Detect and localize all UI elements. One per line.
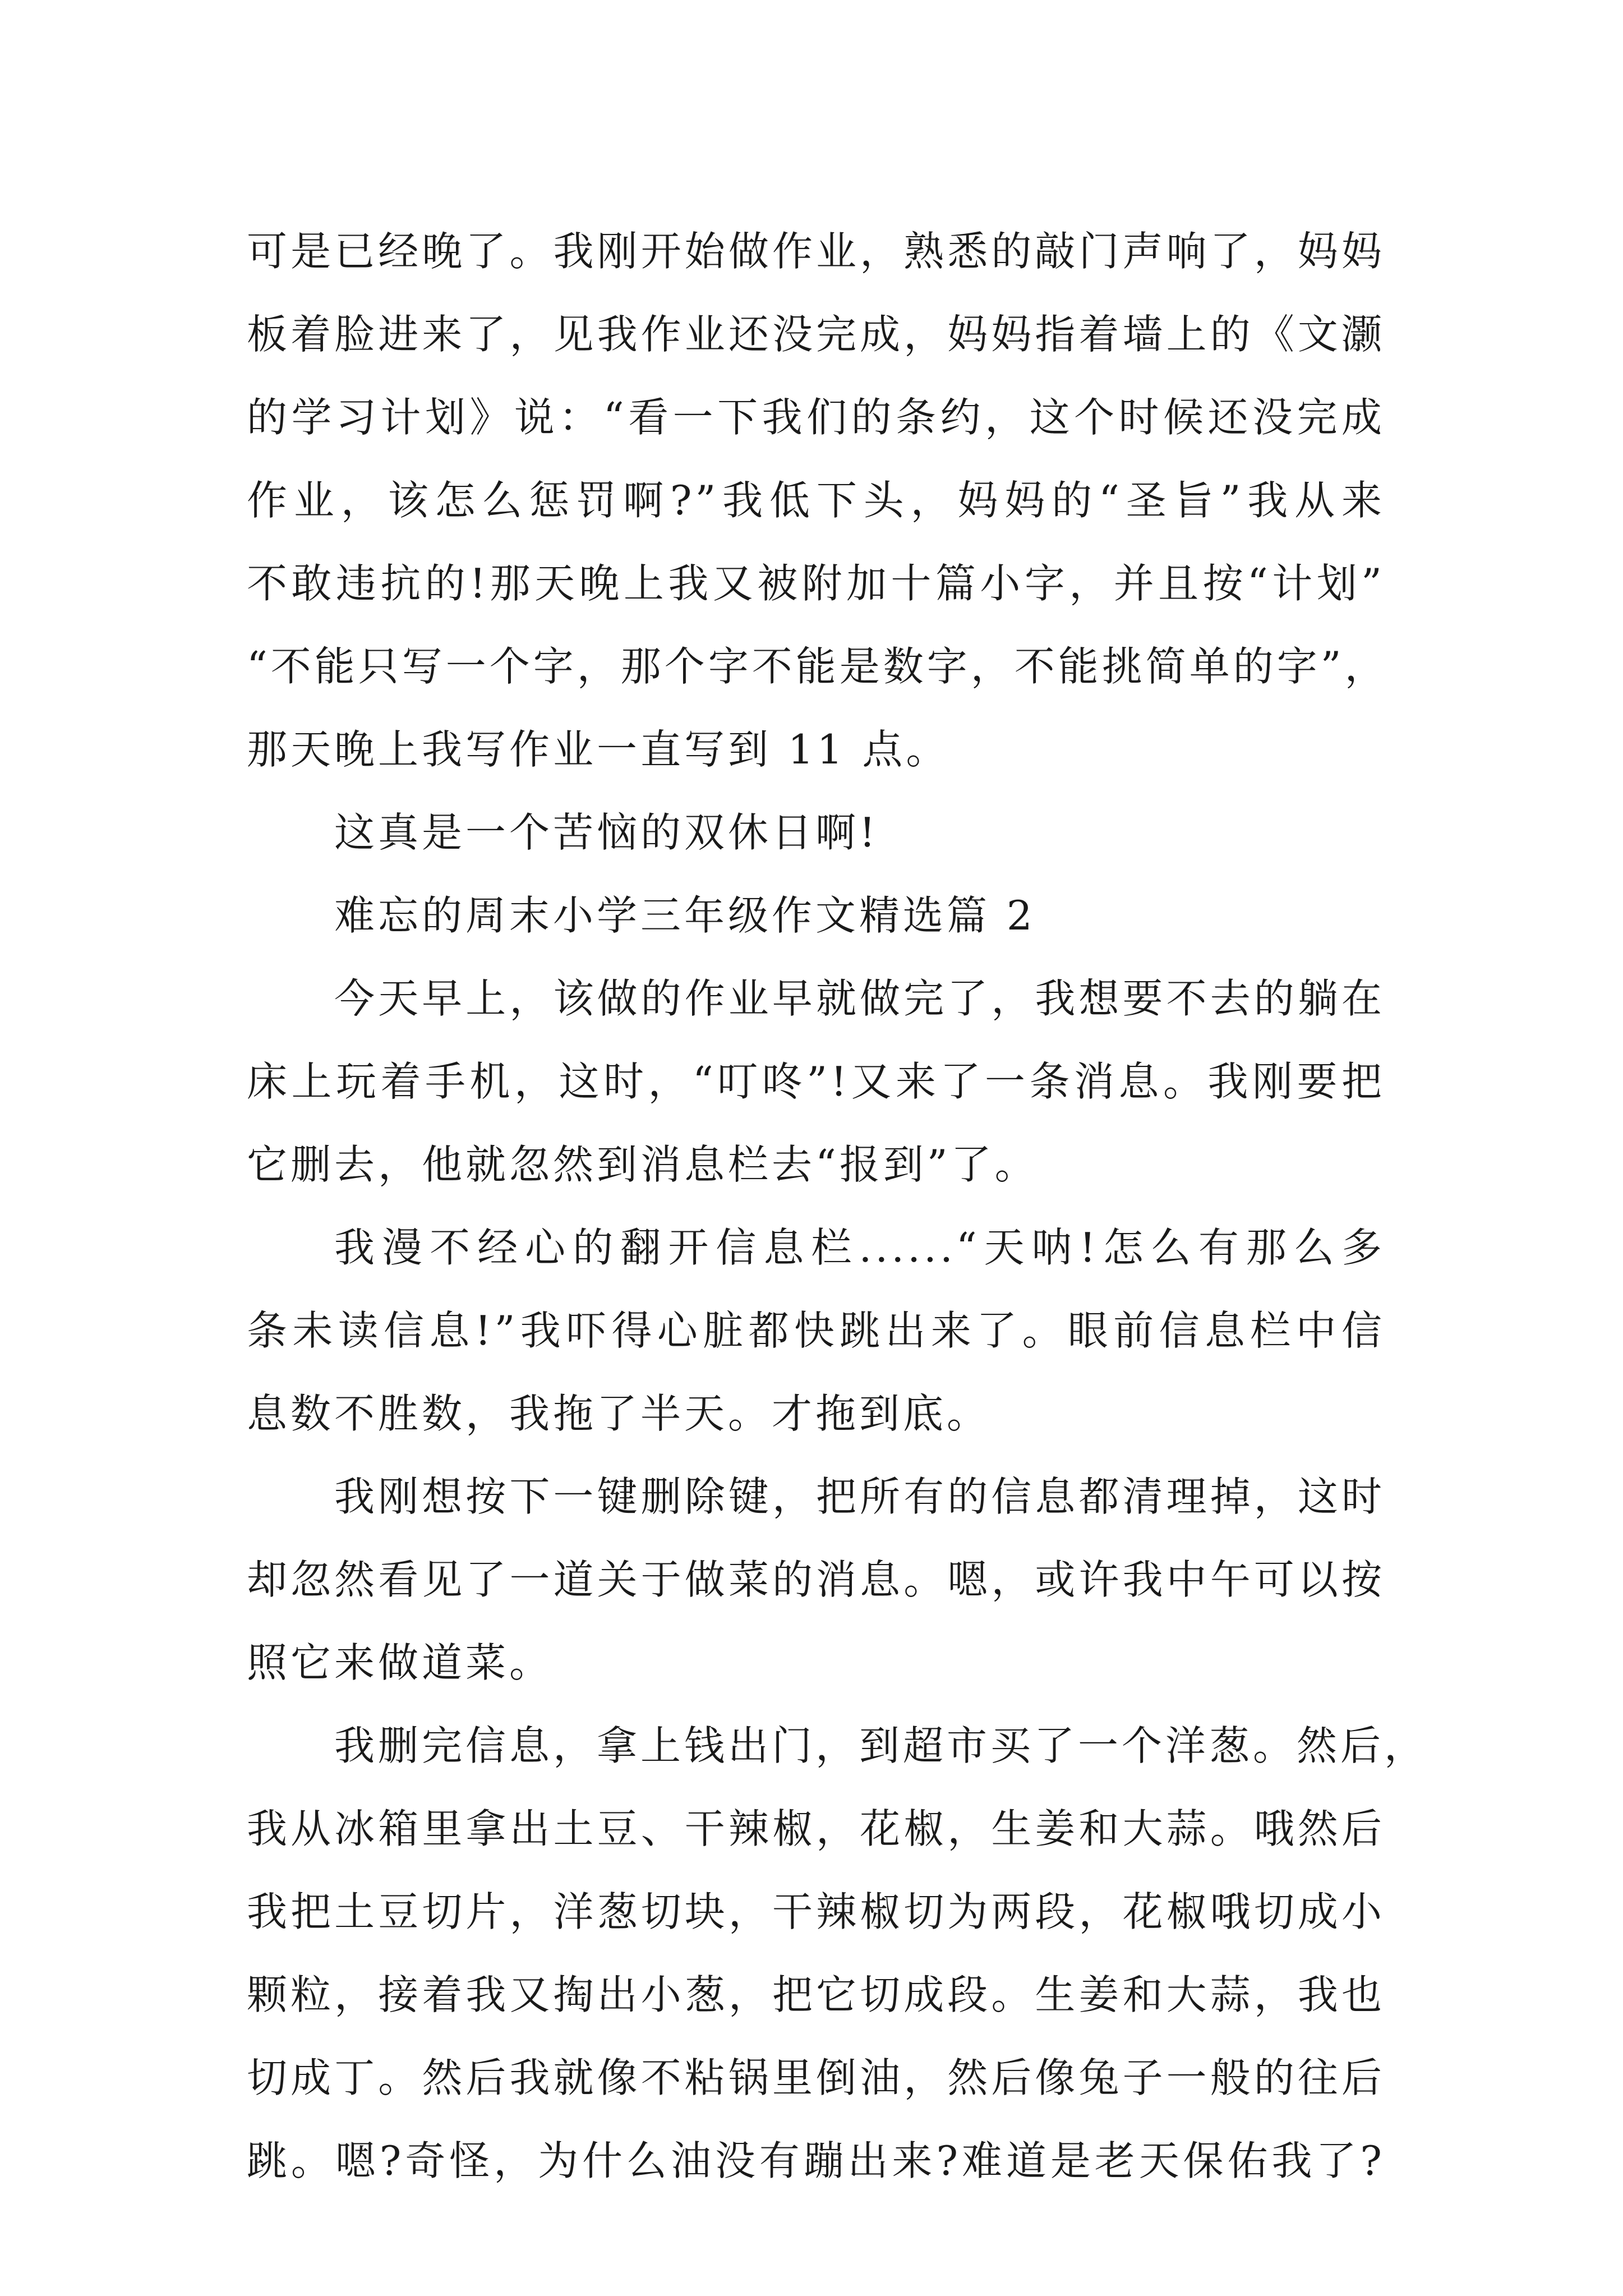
text-line: 我刚想按下一键删除键，把所有的信息都清理掉，这时 xyxy=(334,1473,1385,1520)
text-line: 板着脸进来了，见我作业还没完成，妈妈指着墙上的《文灏 xyxy=(247,311,1385,358)
text-line: “不能只写一个字，那个字不能是数字，不能挑简单的字”， xyxy=(247,643,1389,690)
text-line: 切成丁。然后我就像不粘锅里倒油，然后像兔子一般的往后 xyxy=(247,2054,1385,2101)
text-line: 照它来做道菜。 xyxy=(247,1639,554,1686)
text-line: 却忽然看见了一道关于做菜的消息。嗯，或许我中午可以按 xyxy=(247,1556,1385,1603)
text-line: 它删去，他就忽然到消息栏去“报到”了。 xyxy=(247,1141,1039,1188)
text-line: 作业，该怎么惩罚啊?”我低下头，妈妈的“圣旨”我从来 xyxy=(247,477,1385,524)
text-line: 可是已经晚了。我刚开始做作业，熟悉的敲门声响了，妈妈 xyxy=(247,228,1385,275)
body-text xyxy=(247,210,1428,2202)
text-line: 我漫不经心的翻开信息栏......“天呐!怎么有那么多 xyxy=(334,1224,1385,1271)
text-line: 的学习计划》说：“看一下我们的条约，这个时候还没完成 xyxy=(247,394,1385,441)
text-line: 今天早上，该做的作业早就做完了，我想要不去的躺在 xyxy=(334,975,1385,1022)
text-line: 条未读信息!”我吓得心脏都快跳出来了。眼前信息栏中信 xyxy=(247,1307,1385,1354)
text-line: 颗粒，接着我又掏出小葱，把它切成段。生姜和大蒜，我也 xyxy=(247,1971,1385,2018)
text-line: 这真是一个苦恼的双休日啊! xyxy=(334,809,879,856)
text-line: 息数不胜数，我拖了半天。才拖到底。 xyxy=(247,1390,991,1437)
text-line: 我把土豆切片，洋葱切块，干辣椒切为两段，花椒哦切成小 xyxy=(247,1888,1385,1935)
text-line: 我从冰箱里拿出土豆、干辣椒，花椒，生姜和大蒜。哦然后 xyxy=(247,1805,1385,1852)
text-line: 难忘的周末小学三年级作文精选篇 2 xyxy=(334,892,1036,939)
text-line: 床上玩着手机，这时，“叮咚”!又来了一条消息。我刚要把 xyxy=(247,1058,1385,1105)
text-line: 跳。嗯?奇怪，为什么油没有蹦出来?难道是老天保佑我了? xyxy=(247,2137,1385,2184)
text-line: 那天晚上我写作业一直写到 11 点。 xyxy=(247,726,950,773)
text-line: 我删完信息，拿上钱出门，到超市买了一个洋葱。然后， xyxy=(334,1722,1428,1769)
text-line: 不敢违抗的!那天晚上我又被附加十篇小字，并且按“计划” xyxy=(247,560,1385,607)
